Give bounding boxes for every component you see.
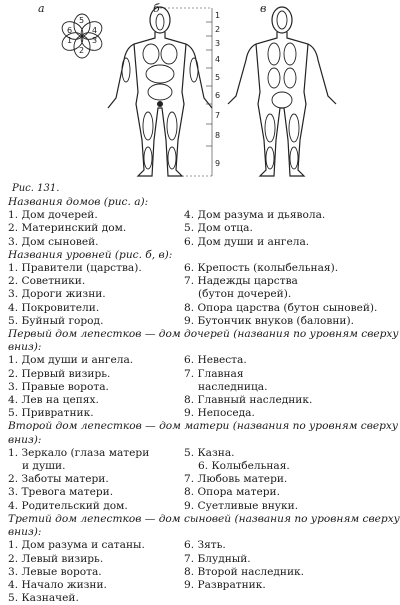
petal-2: 2 [79, 46, 85, 55]
list-item: 4. Покровители. 8. Опора царства (бутон сыновей). [8, 301, 378, 314]
figure-label-b: б [153, 2, 160, 15]
list-item: 1. Зеркало (глаза матери 5. Казна. [8, 446, 235, 459]
level-3: 3 [215, 39, 221, 48]
list-item: и души. 6. Колыбельная. [22, 460, 290, 473]
list-item: 1. Дом дочерей. 4. Дом разума и дьявола. [8, 209, 326, 222]
figure-label-a: а [38, 2, 45, 15]
list-item: 5. Привратник. 9. Непоседа. [8, 407, 255, 420]
level-6: 6 [215, 91, 221, 100]
houses-heading: Названия домов (рис. а): [8, 196, 149, 208]
list-item: 2. Первый визирь. 7. Главная [8, 367, 244, 380]
list-item: 4. Родительский дом. 9. Суетливые внуки. [8, 499, 299, 512]
petal-1: 1 [67, 36, 73, 45]
list-item: 4. Начало жизни. 9. Развратник. [8, 578, 266, 591]
third-house-heading: Третий дом лепестков — дом сыновей (названия по уровням сверху [8, 512, 400, 525]
list-item: 4. Лев на цепях. 8. Главный наследник. [8, 394, 313, 407]
figure-caption: Рис. 131. [12, 183, 60, 194]
level-1: 1 [215, 11, 221, 20]
list-item: 3. Дом сыновей. 6. Дом души и ангела. [8, 235, 310, 248]
list-item: 1. Дом разума и сатаны. 6. Зять. [8, 539, 226, 552]
level-9: 9 [215, 159, 221, 168]
petal-5: 5 [79, 16, 85, 25]
list-item: 3. Правые ворота. наследница. [8, 380, 268, 393]
list-item: 2. Левый визирь. 7. Блудный. [8, 552, 251, 565]
level-5: 5 [215, 73, 221, 82]
petal-4: 4 [92, 26, 98, 35]
list-item: 3. Дороги жизни. (бутон дочерей). [8, 288, 292, 301]
level-4: 4 [215, 55, 221, 64]
figure-131 [0, 0, 400, 180]
first-house-heading: Первый дом лепестков — дом дочерей (названия по уровням сверху [8, 328, 399, 341]
list-item: 2. Советники. 7. Надежды царства [8, 275, 298, 288]
list-item: 5. Казначей. [8, 592, 79, 605]
level-8: 8 [215, 131, 221, 140]
list-item: 2. Материнский дом. 5. Дом отца. [8, 222, 253, 235]
level-7: 7 [215, 111, 221, 120]
body-front [108, 7, 212, 176]
figure-drawing [0, 0, 400, 180]
list-item: 5. Буйный город. 9. Бутончик внуков (баловни). [8, 314, 354, 327]
list-item: 3. Левые ворота. 8. Второй наследник. [8, 565, 305, 578]
list-item: 1. Дом души и ангела. 6. Невеста. [8, 354, 247, 367]
petal-rosette [59, 14, 105, 58]
body-back [228, 7, 336, 176]
petal-3: 3 [92, 36, 98, 45]
third-house-heading-cont: вниз): [8, 526, 42, 539]
levels-heading: Названия уровней (рис. б, в): [8, 248, 173, 261]
first-house-heading-cont: вниз): [8, 341, 42, 354]
body-text [8, 196, 400, 605]
level-2: 2 [215, 25, 221, 34]
second-house-heading-cont: вниз): [8, 433, 42, 446]
figure-label-v: в [260, 2, 267, 15]
list-item: 3. Тревога матери. 8. Опора матери. [8, 486, 280, 499]
list-item: 2. Заботы матери. 7. Любовь матери. [8, 473, 288, 486]
second-house-heading: Второй дом лепестков — дом матери (названия по уровням сверху [8, 420, 399, 433]
list-item: 1. Правители (царства). 6. Крепость (колыбельная). [8, 262, 339, 275]
petal-6: 6 [67, 26, 73, 35]
